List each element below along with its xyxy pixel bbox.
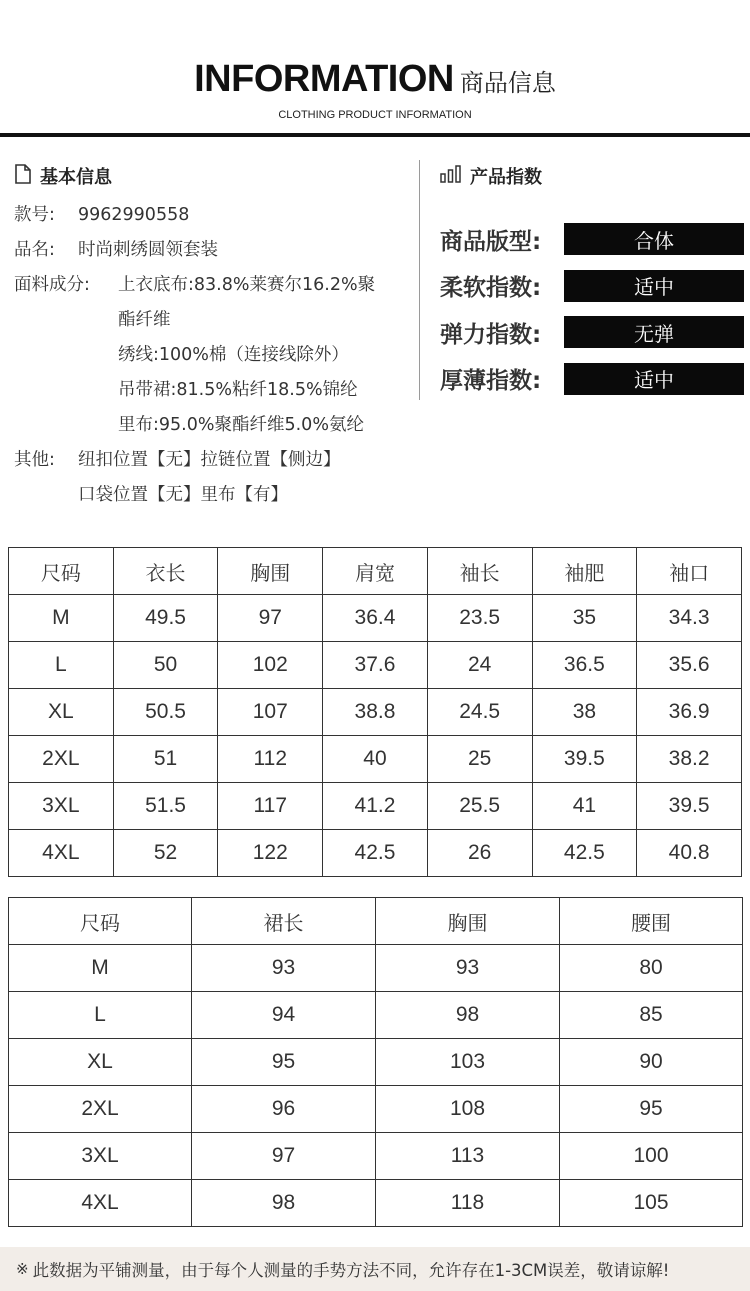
measurement-cell: 117 (218, 783, 323, 830)
size-cell: 3XL (9, 783, 114, 830)
measurement-cell: 100 (560, 1133, 743, 1180)
measurement-cell: 35 (532, 595, 637, 642)
fabric-row (14, 268, 414, 303)
index-label: 弹力指数: (440, 321, 542, 348)
measurement-cell: 38 (532, 689, 637, 736)
table-row (9, 595, 742, 642)
measurement-cell: 85 (560, 992, 743, 1039)
size-cell: L (9, 992, 192, 1039)
size-cell: 4XL (9, 1180, 192, 1227)
measurement-cell: 96 (192, 1086, 376, 1133)
measurement-cell: 51.5 (113, 783, 218, 830)
measurement-cell: 39.5 (532, 736, 637, 783)
fabric-label: 面料成分: (14, 275, 90, 295)
page-subtitle: CLOTHING PRODUCT INFORMATION (278, 109, 472, 121)
title-chinese: 商品信息 (459, 69, 556, 97)
fabric-line: 酯纤维 (118, 310, 171, 330)
index-row-thickness (440, 356, 744, 403)
basic-info-heading (14, 160, 414, 192)
measurement-cell: 24 (427, 642, 532, 689)
measurement-cell: 40.8 (637, 830, 742, 877)
index-label: 厚薄指数: (440, 368, 542, 395)
size-cell: XL (9, 1039, 192, 1086)
column-header: 胸围 (376, 898, 560, 945)
table-row (9, 689, 742, 736)
product-name-value: 时尚刺绣圆领套装 (78, 240, 218, 260)
table-row (9, 783, 742, 830)
footer-note (0, 1247, 750, 1291)
measurement-cell: 38.8 (323, 689, 428, 736)
page-title (0, 58, 750, 101)
table-row (9, 736, 742, 783)
measurement-cell: 26 (427, 830, 532, 877)
measurement-cell: 35.6 (637, 642, 742, 689)
product-name-row (14, 233, 414, 268)
measurement-cell: 36.4 (323, 595, 428, 642)
measurement-cell: 118 (376, 1180, 560, 1227)
measurement-cell: 50.5 (113, 689, 218, 736)
size-cell: L (9, 642, 114, 689)
measurement-cell: 113 (376, 1133, 560, 1180)
measurement-cell: 93 (192, 945, 376, 992)
title-english: INFORMATION (194, 58, 454, 100)
bar-chart-icon (440, 165, 470, 188)
column-header: 衣长 (113, 548, 218, 595)
index-value-badge: 合体 (564, 223, 744, 255)
product-index-title: 产品指数 (470, 167, 542, 188)
skirt-size-table (8, 897, 743, 1227)
size-cell: 4XL (9, 830, 114, 877)
measurement-cell: 95 (192, 1039, 376, 1086)
column-header: 袖肥 (532, 548, 637, 595)
index-label: 柔软指数: (440, 275, 542, 302)
product-index-heading (440, 160, 744, 192)
measurement-cell: 103 (376, 1039, 560, 1086)
measurement-cell: 38.2 (637, 736, 742, 783)
style-number-value: 9962990558 (78, 205, 190, 225)
column-header: 胸围 (218, 548, 323, 595)
measurement-cell: 112 (218, 736, 323, 783)
measurement-cell: 107 (218, 689, 323, 736)
measurement-cell: 42.5 (532, 830, 637, 877)
style-number-label: 款号: (14, 205, 55, 225)
other-label: 其他: (14, 450, 55, 470)
column-header: 袖口 (637, 548, 742, 595)
measurement-cell: 97 (192, 1133, 376, 1180)
index-value-badge: 适中 (564, 270, 744, 302)
footer-note-text: 此数据为平铺测量，由于每个人测量的手势方法不同，允许存在1-3CM误差，敬请谅解! (32, 1261, 670, 1280)
measurement-cell: 25.5 (427, 783, 532, 830)
measurement-cell: 80 (560, 945, 743, 992)
index-label: 商品版型: (440, 228, 542, 255)
measurement-cell: 24.5 (427, 689, 532, 736)
measurement-cell: 94 (192, 992, 376, 1039)
table-row (9, 642, 742, 689)
header-divider (0, 133, 750, 137)
product-index-section (440, 160, 744, 402)
table-header-row (9, 548, 742, 595)
measurement-cell: 90 (560, 1039, 743, 1086)
document-icon (14, 164, 40, 189)
column-header: 袖长 (427, 548, 532, 595)
measurement-cell: 41 (532, 783, 637, 830)
index-list (440, 216, 744, 402)
index-row-fit (440, 216, 744, 263)
measurement-cell: 105 (560, 1180, 743, 1227)
size-cell: 2XL (9, 736, 114, 783)
other-line: 纽扣位置【无】拉链位置【侧边】 (78, 450, 341, 470)
reference-mark-icon: ※ (16, 1260, 29, 1278)
index-value-badge: 适中 (564, 363, 744, 395)
measurement-cell: 52 (113, 830, 218, 877)
measurement-cell: 34.3 (637, 595, 742, 642)
column-header: 尺码 (9, 898, 192, 945)
measurement-cell: 102 (218, 642, 323, 689)
table-row (9, 1133, 743, 1180)
header (0, 0, 750, 138)
measurement-cell: 23.5 (427, 595, 532, 642)
fabric-line: 吊带裙:81.5%粘纤18.5%锦纶 (118, 380, 358, 400)
measurement-cell: 97 (218, 595, 323, 642)
measurement-cell: 93 (376, 945, 560, 992)
table-row (9, 992, 743, 1039)
table-header-row (9, 898, 743, 945)
table-row (9, 945, 743, 992)
measurement-cell: 40 (323, 736, 428, 783)
measurement-cell: 39.5 (637, 783, 742, 830)
measurement-cell: 42.5 (323, 830, 428, 877)
column-header: 肩宽 (323, 548, 428, 595)
basic-info-section (14, 160, 414, 513)
column-header: 腰围 (560, 898, 743, 945)
measurement-cell: 36.5 (532, 642, 637, 689)
index-row-elasticity (440, 309, 744, 356)
other-line: 口袋位置【无】里布【有】 (78, 485, 288, 505)
table-row (9, 1086, 743, 1133)
measurement-cell: 122 (218, 830, 323, 877)
section-divider (419, 160, 420, 400)
index-row-softness (440, 263, 744, 310)
other-row (14, 443, 414, 478)
size-cell: XL (9, 689, 114, 736)
measurement-cell: 98 (192, 1180, 376, 1227)
measurement-cell: 37.6 (323, 642, 428, 689)
measurement-cell: 98 (376, 992, 560, 1039)
table-row (9, 1039, 743, 1086)
measurement-cell: 49.5 (113, 595, 218, 642)
top-size-table (8, 547, 742, 877)
fabric-line: 里布:95.0%聚酯纤维5.0%氨纶 (118, 415, 364, 435)
size-cell: 2XL (9, 1086, 192, 1133)
measurement-cell: 95 (560, 1086, 743, 1133)
fabric-line: 绣线:100%棉（连接线除外） (118, 345, 349, 365)
style-number-row (14, 198, 414, 233)
column-header: 裙长 (192, 898, 376, 945)
measurement-cell: 108 (376, 1086, 560, 1133)
size-cell: 3XL (9, 1133, 192, 1180)
measurement-cell: 50 (113, 642, 218, 689)
fabric-line: 上衣底布:83.8%莱赛尔16.2%聚 (118, 275, 376, 295)
measurement-cell: 36.9 (637, 689, 742, 736)
product-name-label: 品名: (14, 240, 55, 260)
size-cell: M (9, 945, 192, 992)
measurement-cell: 25 (427, 736, 532, 783)
measurement-cell: 51 (113, 736, 218, 783)
measurement-cell: 41.2 (323, 783, 428, 830)
size-cell: M (9, 595, 114, 642)
column-header: 尺码 (9, 548, 114, 595)
table-row (9, 1180, 743, 1227)
table-row (9, 830, 742, 877)
basic-info-title: 基本信息 (40, 167, 112, 188)
index-value-badge: 无弹 (564, 316, 744, 348)
